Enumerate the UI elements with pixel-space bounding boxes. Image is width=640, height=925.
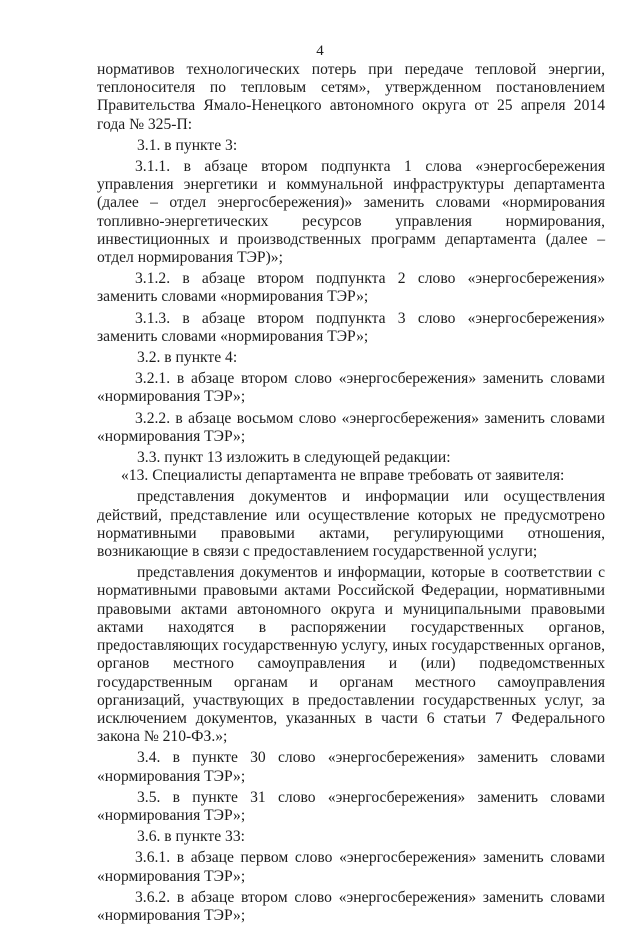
paragraph-3-6-1: 3.6.1. в абзаце первом слово «энергосбережения» заменить словами «нормирования ТЭР»; [97,849,605,885]
paragraph-13-item-1: представления документов и информации или осуществления действий, представление или осуществление которых не предусмотрено нормативными правовыми актами, регулирующими отношения, возникающие в связи с предоставлением государственной услуги; [97,488,605,561]
paragraph-3-6: 3.6. в пункте 33: [137,828,245,846]
paragraph-3-1-2: 3.1.2. в абзаце втором подпункта 2 слово «энергосбережения» заменить словами «нормирования ТЭР»; [97,270,605,306]
paragraph-13-item-2: представления документов и информации, которые в соответствии с нормативными правовыми актами Российской Федерации, нормативными правовыми актами автономного округа и муниципальными правовыми актами находятся в распоряжении государственных органов, предоставляющих государственную услугу, иных государственных органов, органов местного самоуправления и (или) подведомственных государственным органам и органам местного самоуправления организаций, участвующих в предоставлении государственных услуг, за исключением документов, указанных в части 6 статьи 7 Федерального закона № 210-ФЗ.»; [97,564,605,746]
paragraph-3-1-1: 3.1.1. в абзаце втором подпункта 1 слова «энергосбережения управления энергетики и коммунальной инфраструктуры департамента (далее – отдел энергосбережения)» заменить словами «нормирования топливно-энергетических ресурсов управления нормирования, инвестиционных и производственных программ департамента (далее – отдел нормирования ТЭР)»; [97,158,605,267]
page-number: 4 [316,43,324,59]
document-body [97,61,605,925]
paragraph-3-1: 3.1. в пункте 3: [137,136,238,154]
paragraph-3-2-1: 3.2.1. в абзаце втором слово «энергосбережения» заменить словами «нормирования ТЭР»; [97,370,605,406]
paragraph-3-2-2: 3.2.2. в абзаце восьмом слово «энергосбережения» заменить словами «нормирования ТЭР»; [97,409,605,445]
paragraph-3-6-2: 3.6.2. в абзаце втором слово «энергосбережения» заменить словами «нормирования ТЭР»; [97,888,605,924]
paragraph-3-4: 3.4. в пункте 30 слово «энергосбережения» заменить словами «нормирования ТЭР»; [97,749,605,785]
paragraph-3-2: 3.2. в пункте 4: [137,349,238,367]
paragraph-3-5: 3.5. в пункте 31 слово «энергосбережения» заменить словами «нормирования ТЭР»; [97,788,605,824]
paragraph-13-heading: «13. Специалисты департамента не вправе требовать от заявителя: [121,467,565,485]
paragraph-3-3: 3.3. пункт 13 изложить в следующей редакции: [137,449,451,467]
paragraph-intro: нормативов технологических потерь при передаче тепловой энергии, теплоносителя по тепловым сетям», утвержденном постановлением Правительства Ямало-Ненецкого автономного округа от 25 апреля 2014 года № 325-П: [97,61,605,133]
paragraph-3-1-3: 3.1.3. в абзаце втором подпункта 3 слово «энергосбережения» заменить словами «нормирования ТЭР»; [97,309,605,345]
